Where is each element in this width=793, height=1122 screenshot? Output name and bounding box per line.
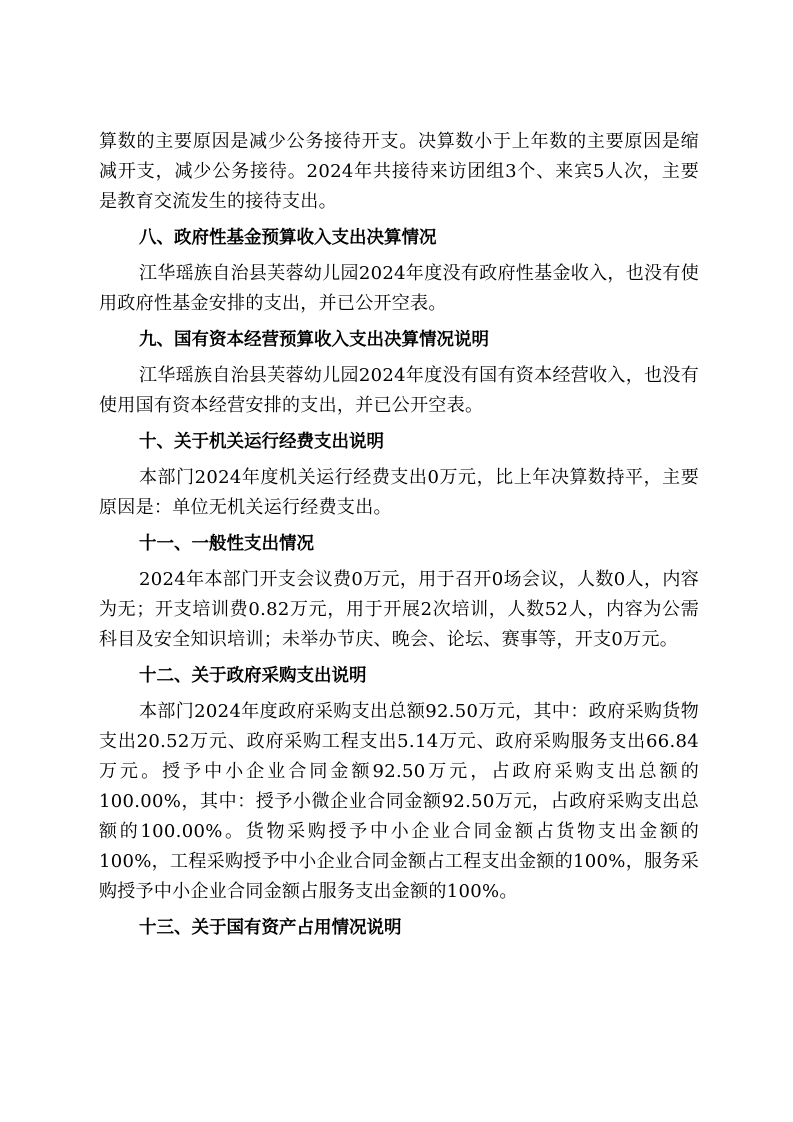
paragraph-general-expenses: 2024年本部门开支会议费0万元，用于召开0场会议，人数0人，内容为无；开支培训费0.82万元，用于开展2次培训，人数52人，内容为公需科目及安全知识培训；未举办节庆、晚会、论坛、赛事等，开支0万元。 (99, 569, 699, 650)
heading-government-fund: 八、政府性基金预算收入支出决算情况 (139, 228, 437, 248)
paragraph-operating-expenses: 本部门2024年度机关运行经费支出0万元，比上年决算数持平，主要原因是：单位无机关运行经费支出。 (99, 467, 699, 518)
heading-state-assets: 十三、关于国有资产占用情况说明 (139, 918, 402, 938)
heading-general-expenses: 十一、一般性支出情况 (139, 534, 314, 554)
heading-operating-expenses: 十、关于机关运行经费支出说明 (139, 432, 384, 452)
heading-state-capital: 九、国有资本经营预算收入支出决算情况说明 (139, 330, 489, 350)
document-body (99, 127, 699, 949)
heading-procurement: 十二、关于政府采购支出说明 (139, 666, 367, 686)
paragraph-reception-expenses: 算数的主要原因是减少公务接待开支。决算数小于上年数的主要原因是缩减开支，减少公务接待。2024年共接待来访团组3个、来宾5人次，主要是教育交流发生的接待支出。 (99, 131, 699, 212)
paragraph-state-capital: 江华瑶族自治县芙蓉幼儿园2024年度没有国有资本经营收入，也没有使用国有资本经营安排的支出，并已公开空表。 (99, 365, 699, 416)
paragraph-government-fund: 江华瑶族自治县芙蓉幼儿园2024年度没有政府性基金收入，也没有使用政府性基金安排的支出，并已公开空表。 (99, 263, 699, 314)
paragraph-procurement: 本部门2024年度政府采购支出总额92.50万元，其中：政府采购货物支出20.52万元、政府采购工程支出5.14万元、政府采购服务支出66.84万元。授予中小企业合同金额92.50万元，占政府采购支出总额的100.00%，其中：授予小微企业合同金额92.50万元，占政府采购支出总额的100.00%。货物采购授予中小企业合同金额占货物支出金额的100%，工程采购授予中小企业合同金额占工程支出金额的100%，服务采购授予中小企业合同金额占服务支出金额的100%。 (99, 701, 699, 902)
